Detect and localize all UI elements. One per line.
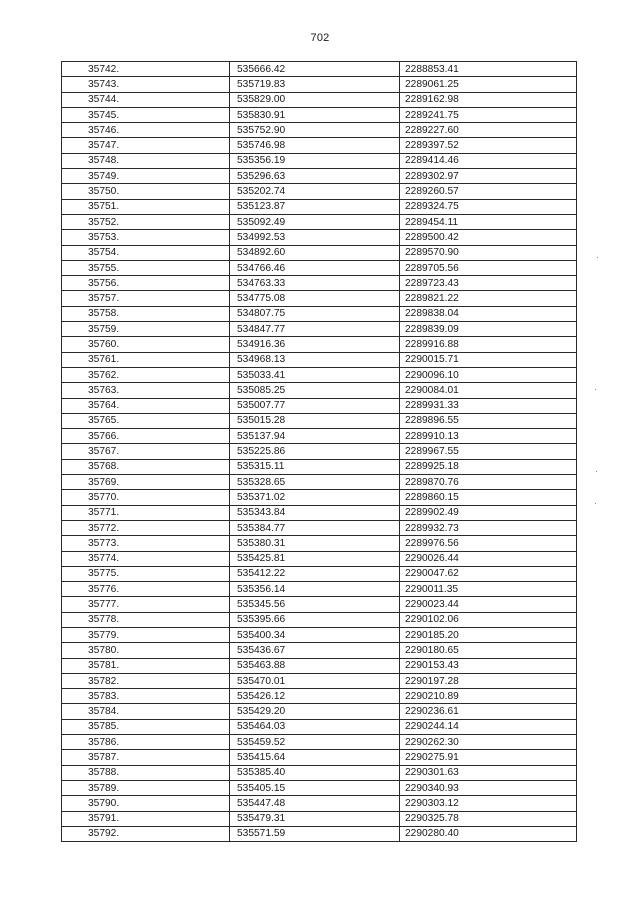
x-coordinate-cell: 535296.63 — [230, 169, 400, 184]
point-number-cell: 35783. — [62, 689, 230, 704]
point-number-cell: 35782. — [62, 673, 230, 688]
table-row — [62, 826, 577, 841]
point-number-cell: 35747. — [62, 138, 230, 153]
x-coordinate-cell: 535345.56 — [230, 597, 400, 612]
y-coordinate-cell: 2289454.11 — [400, 214, 577, 229]
table-row — [62, 551, 577, 566]
table-row — [62, 780, 577, 795]
table-row — [62, 582, 577, 597]
table-row — [62, 643, 577, 658]
table-row — [62, 490, 577, 505]
x-coordinate-cell: 535137.94 — [230, 429, 400, 444]
x-coordinate-cell: 534763.33 — [230, 276, 400, 291]
x-coordinate-cell: 535092.49 — [230, 214, 400, 229]
y-coordinate-cell: 2289870.76 — [400, 475, 577, 490]
x-coordinate-cell: 535384.77 — [230, 520, 400, 535]
point-number-cell: 35777. — [62, 597, 230, 612]
table-row — [62, 291, 577, 306]
y-coordinate-cell: 2289916.88 — [400, 337, 577, 352]
x-coordinate-cell: 535571.59 — [230, 826, 400, 841]
table-row — [62, 811, 577, 826]
x-coordinate-cell: 535385.40 — [230, 765, 400, 780]
table-row — [62, 459, 577, 474]
scan-speck — [596, 471, 597, 472]
table-row — [62, 673, 577, 688]
table-row — [62, 62, 577, 77]
point-number-cell: 35758. — [62, 306, 230, 321]
x-coordinate-cell: 535328.65 — [230, 475, 400, 490]
y-coordinate-cell: 2289902.49 — [400, 505, 577, 520]
y-coordinate-cell: 2289821.22 — [400, 291, 577, 306]
x-coordinate-cell: 534892.60 — [230, 245, 400, 260]
y-coordinate-cell: 2290325.78 — [400, 811, 577, 826]
x-coordinate-cell: 535426.12 — [230, 689, 400, 704]
y-coordinate-cell: 2289260.57 — [400, 184, 577, 199]
point-number-cell: 35763. — [62, 383, 230, 398]
table-row — [62, 383, 577, 398]
point-number-cell: 35757. — [62, 291, 230, 306]
point-number-cell: 35780. — [62, 643, 230, 658]
page-number: 702 — [310, 32, 330, 44]
x-coordinate-cell: 535405.15 — [230, 780, 400, 795]
table-row — [62, 276, 577, 291]
point-number-cell: 35776. — [62, 582, 230, 597]
point-number-cell: 35789. — [62, 780, 230, 795]
table-row — [62, 138, 577, 153]
coordinates-table-body — [62, 62, 577, 842]
point-number-cell: 35766. — [62, 429, 230, 444]
point-number-cell: 35759. — [62, 322, 230, 337]
point-number-cell: 35750. — [62, 184, 230, 199]
x-coordinate-cell: 535719.83 — [230, 77, 400, 92]
table-row — [62, 597, 577, 612]
table-row — [62, 306, 577, 321]
point-number-cell: 35792. — [62, 826, 230, 841]
point-number-cell: 35790. — [62, 796, 230, 811]
table-row — [62, 337, 577, 352]
point-number-cell: 35762. — [62, 367, 230, 382]
x-coordinate-cell: 534807.75 — [230, 306, 400, 321]
point-number-cell: 35751. — [62, 199, 230, 214]
table-row — [62, 719, 577, 734]
x-coordinate-cell: 534766.46 — [230, 260, 400, 275]
point-number-cell: 35768. — [62, 459, 230, 474]
y-coordinate-cell: 2289162.98 — [400, 92, 577, 107]
y-coordinate-cell: 2290011.35 — [400, 582, 577, 597]
x-coordinate-cell: 535371.02 — [230, 490, 400, 505]
x-coordinate-cell: 535463.88 — [230, 658, 400, 673]
table-row — [62, 505, 577, 520]
y-coordinate-cell: 2289723.43 — [400, 276, 577, 291]
point-number-cell: 35771. — [62, 505, 230, 520]
y-coordinate-cell: 2290185.20 — [400, 627, 577, 642]
table-row — [62, 475, 577, 490]
scan-speck — [597, 257, 598, 258]
x-coordinate-cell: 535123.87 — [230, 199, 400, 214]
point-number-cell: 35791. — [62, 811, 230, 826]
point-number-cell: 35743. — [62, 77, 230, 92]
point-number-cell: 35772. — [62, 520, 230, 535]
table-row — [62, 367, 577, 382]
point-number-cell: 35744. — [62, 92, 230, 107]
y-coordinate-cell: 2290015.71 — [400, 352, 577, 367]
x-coordinate-cell: 534775.08 — [230, 291, 400, 306]
point-number-cell: 35749. — [62, 169, 230, 184]
y-coordinate-cell: 2290262.30 — [400, 735, 577, 750]
point-number-cell: 35765. — [62, 413, 230, 428]
x-coordinate-cell: 535356.14 — [230, 582, 400, 597]
x-coordinate-cell: 535746.98 — [230, 138, 400, 153]
y-coordinate-cell: 2289932.73 — [400, 520, 577, 535]
point-number-cell: 35775. — [62, 566, 230, 581]
y-coordinate-cell: 2289931.33 — [400, 398, 577, 413]
y-coordinate-cell: 2290102.06 — [400, 612, 577, 627]
x-coordinate-cell: 535464.03 — [230, 719, 400, 734]
point-number-cell: 35781. — [62, 658, 230, 673]
table-row — [62, 398, 577, 413]
y-coordinate-cell: 2289500.42 — [400, 230, 577, 245]
y-coordinate-cell: 2290197.28 — [400, 673, 577, 688]
x-coordinate-cell: 535459.52 — [230, 735, 400, 750]
x-coordinate-cell: 535830.91 — [230, 107, 400, 122]
point-number-cell: 35748. — [62, 153, 230, 168]
table-row — [62, 107, 577, 122]
point-number-cell: 35788. — [62, 765, 230, 780]
y-coordinate-cell: 2289896.55 — [400, 413, 577, 428]
x-coordinate-cell: 534847.77 — [230, 322, 400, 337]
table-row — [62, 735, 577, 750]
y-coordinate-cell: 2289925.18 — [400, 459, 577, 474]
point-number-cell: 35752. — [62, 214, 230, 229]
y-coordinate-cell: 2290280.40 — [400, 826, 577, 841]
table-row — [62, 230, 577, 245]
table-row — [62, 77, 577, 92]
point-number-cell: 35756. — [62, 276, 230, 291]
y-coordinate-cell: 2289061.25 — [400, 77, 577, 92]
point-number-cell: 35760. — [62, 337, 230, 352]
table-row — [62, 612, 577, 627]
x-coordinate-cell: 535343.84 — [230, 505, 400, 520]
point-number-cell: 35773. — [62, 536, 230, 551]
y-coordinate-cell: 2289570.90 — [400, 245, 577, 260]
x-coordinate-cell: 535015.28 — [230, 413, 400, 428]
table-row — [62, 184, 577, 199]
y-coordinate-cell: 2290084.01 — [400, 383, 577, 398]
point-number-cell: 35754. — [62, 245, 230, 260]
x-coordinate-cell: 535033.41 — [230, 367, 400, 382]
x-coordinate-cell: 535202.74 — [230, 184, 400, 199]
point-number-cell: 35774. — [62, 551, 230, 566]
point-number-cell: 35745. — [62, 107, 230, 122]
y-coordinate-cell: 2289397.52 — [400, 138, 577, 153]
y-coordinate-cell: 2290153.43 — [400, 658, 577, 673]
x-coordinate-cell: 534992.53 — [230, 230, 400, 245]
table-row — [62, 750, 577, 765]
table-row — [62, 796, 577, 811]
table-row — [62, 92, 577, 107]
table-row — [62, 536, 577, 551]
y-coordinate-cell: 2290047.62 — [400, 566, 577, 581]
y-coordinate-cell: 2290244.14 — [400, 719, 577, 734]
table-row — [62, 429, 577, 444]
table-row — [62, 520, 577, 535]
table-row — [62, 322, 577, 337]
y-coordinate-cell: 2289860.15 — [400, 490, 577, 505]
point-number-cell: 35787. — [62, 750, 230, 765]
table-row — [62, 260, 577, 275]
y-coordinate-cell: 2289302.97 — [400, 169, 577, 184]
table-row — [62, 765, 577, 780]
x-coordinate-cell: 535007.77 — [230, 398, 400, 413]
x-coordinate-cell: 535380.31 — [230, 536, 400, 551]
y-coordinate-cell: 2290301.63 — [400, 765, 577, 780]
point-number-cell: 35742. — [62, 62, 230, 77]
point-number-cell: 35761. — [62, 352, 230, 367]
y-coordinate-cell: 2289414.46 — [400, 153, 577, 168]
y-coordinate-cell: 2289241.75 — [400, 107, 577, 122]
y-coordinate-cell: 2290340.93 — [400, 780, 577, 795]
table-row — [62, 214, 577, 229]
y-coordinate-cell: 2290303.12 — [400, 796, 577, 811]
point-number-cell: 35755. — [62, 260, 230, 275]
x-coordinate-cell: 535400.34 — [230, 627, 400, 642]
table-row — [62, 352, 577, 367]
table-row — [62, 169, 577, 184]
y-coordinate-cell: 2289227.60 — [400, 123, 577, 138]
table-row — [62, 566, 577, 581]
x-coordinate-cell: 535085.25 — [230, 383, 400, 398]
coordinates-table — [61, 61, 577, 842]
y-coordinate-cell: 2289838.04 — [400, 306, 577, 321]
table-row — [62, 199, 577, 214]
table-row — [62, 413, 577, 428]
y-coordinate-cell: 2290236.61 — [400, 704, 577, 719]
x-coordinate-cell: 535829.00 — [230, 92, 400, 107]
x-coordinate-cell: 535315.11 — [230, 459, 400, 474]
point-number-cell: 35746. — [62, 123, 230, 138]
y-coordinate-cell: 2289976.56 — [400, 536, 577, 551]
y-coordinate-cell: 2290026.44 — [400, 551, 577, 566]
x-coordinate-cell: 535666.42 — [230, 62, 400, 77]
x-coordinate-cell: 535429.20 — [230, 704, 400, 719]
x-coordinate-cell: 535752.90 — [230, 123, 400, 138]
table-row — [62, 153, 577, 168]
y-coordinate-cell: 2290210.89 — [400, 689, 577, 704]
table-row — [62, 123, 577, 138]
x-coordinate-cell: 535425.81 — [230, 551, 400, 566]
point-number-cell: 35786. — [62, 735, 230, 750]
x-coordinate-cell: 535225.86 — [230, 444, 400, 459]
point-number-cell: 35784. — [62, 704, 230, 719]
point-number-cell: 35770. — [62, 490, 230, 505]
table-row — [62, 689, 577, 704]
y-coordinate-cell: 2290023.44 — [400, 597, 577, 612]
table-row — [62, 627, 577, 642]
y-coordinate-cell: 2289324.75 — [400, 199, 577, 214]
x-coordinate-cell: 534916.36 — [230, 337, 400, 352]
point-number-cell: 35764. — [62, 398, 230, 413]
table-row — [62, 444, 577, 459]
y-coordinate-cell: 2290275.91 — [400, 750, 577, 765]
x-coordinate-cell: 535447.48 — [230, 796, 400, 811]
y-coordinate-cell: 2289910.13 — [400, 429, 577, 444]
x-coordinate-cell: 535479.31 — [230, 811, 400, 826]
scan-speck — [595, 389, 596, 390]
point-number-cell: 35767. — [62, 444, 230, 459]
y-coordinate-cell: 2290180.65 — [400, 643, 577, 658]
scan-speck — [595, 503, 596, 504]
table-row — [62, 245, 577, 260]
table-row — [62, 704, 577, 719]
y-coordinate-cell: 2289839.09 — [400, 322, 577, 337]
point-number-cell: 35778. — [62, 612, 230, 627]
table-row — [62, 658, 577, 673]
point-number-cell: 35779. — [62, 627, 230, 642]
y-coordinate-cell: 2290096.10 — [400, 367, 577, 382]
y-coordinate-cell: 2288853.41 — [400, 62, 577, 77]
x-coordinate-cell: 535395.66 — [230, 612, 400, 627]
x-coordinate-cell: 535415.64 — [230, 750, 400, 765]
point-number-cell: 35753. — [62, 230, 230, 245]
y-coordinate-cell: 2289967.55 — [400, 444, 577, 459]
point-number-cell: 35785. — [62, 719, 230, 734]
point-number-cell: 35769. — [62, 475, 230, 490]
x-coordinate-cell: 535412.22 — [230, 566, 400, 581]
y-coordinate-cell: 2289705.56 — [400, 260, 577, 275]
x-coordinate-cell: 534968.13 — [230, 352, 400, 367]
x-coordinate-cell: 535470.01 — [230, 673, 400, 688]
x-coordinate-cell: 535436.67 — [230, 643, 400, 658]
x-coordinate-cell: 535356.19 — [230, 153, 400, 168]
